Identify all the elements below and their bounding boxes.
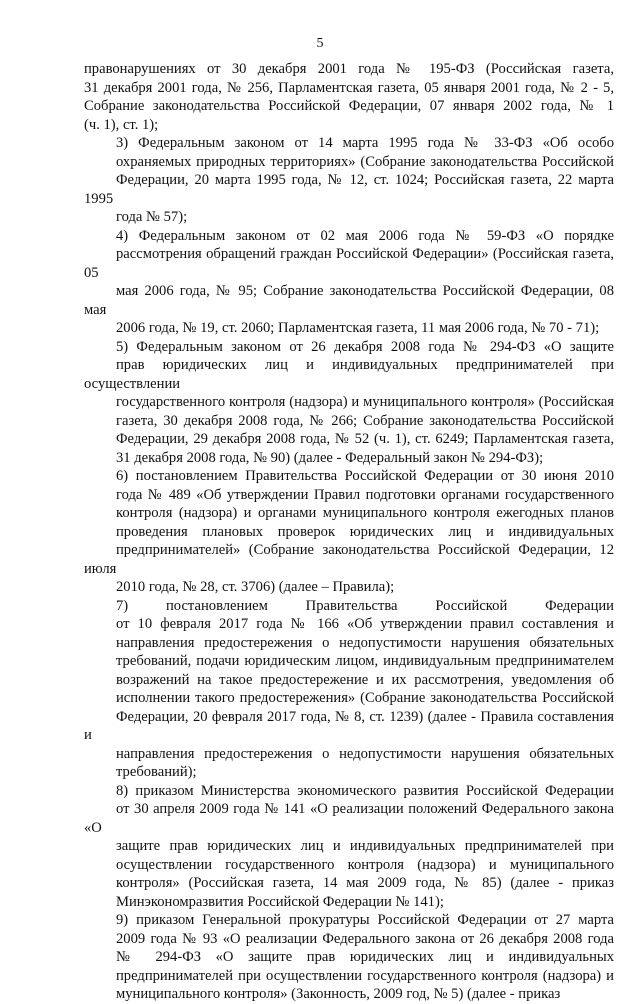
text-line: муниципального контроля» (Законность, 2009 год, № 5) (далее - приказ [116,986,561,1002]
text-line: Федерации, 29 декабря 2008 года, № 52 (ч. 1), ст. 6249; Парламентская газета, [116,431,614,447]
text-line: прав юридических лиц и индивидуальных предпринимателей при осуществлении [84,357,614,392]
text-line: требований, подачи юридическим лицом, индивидуальным предпринимателем [116,653,614,669]
text-line: Федерации, 20 марта 1995 года, № 12, ст. 1024; Российская газета, 22 марта 1995 [84,172,614,207]
text-line: 5) Федеральным законом от 26 декабря 2008 года № 294-ФЗ «О защите [116,338,614,355]
text-line: защите прав юридических лиц и индивидуальных предпринимателей при [116,838,614,854]
paragraph [84,338,614,468]
text-line: требований); [116,764,197,780]
text-line: Собрание законодательства Российской Федерации, 07 января 2002 года, № 1 [84,98,614,114]
text-line: рассмотрения обращений граждан Российской Федерации» (Российская газета, 05 [84,246,614,281]
text-line: правонарушениях от 30 декабря 2001 года № 195-ФЗ (Российская газета, [84,61,614,77]
text-line: 31 декабря 2008 года, № 90) (далее - Федеральный закон № 294-ФЗ); [116,449,544,466]
text-line: года № 57); [116,209,188,225]
text-line: № 294-ФЗ «О защите прав юридических лиц и индивидуальных [116,949,614,965]
text-line: 2010 года, № 28, ст. 3706) (далее – Правила); [116,579,395,595]
text-line: государственного контроля (надзора) и муниципального контроля» (Российская [116,394,614,410]
paragraph [84,134,614,227]
text-line: контроля (надзора) и органами муниципального контроля ежегодных планов [116,505,614,521]
paragraph [84,597,614,782]
text-line: направления предостережения о недопустимости нарушения обязательных [116,745,614,762]
text-line: от 30 апреля 2009 года № 141 «О реализации положений Федерального закона «О [84,801,614,836]
paragraph [84,911,614,1004]
paragraph [84,782,614,912]
paragraph [84,227,614,338]
text-line: предпринимателей при осуществлении государственного контроля (надзора) и [116,967,614,984]
text-line: возражений на такое предостережение и их рассмотрения, уведомления об [116,671,614,688]
text-line: года № 489 «Об утверждении Правил подготовки органами государственного [116,486,614,503]
text-line: осуществлении государственного контроля (надзора) и муниципального [116,856,614,873]
text-line: мая 2006 года, № 95; Собрание законодательства Российской Федерации, 08 мая [84,283,614,318]
text-line: 3) Федеральным законом от 14 марта 1995 года № 33-ФЗ «Об особо [116,135,614,151]
text-line: контроля» (Российская газета, 14 мая 2009 года, № 85) (далее - приказ [116,875,614,891]
text-line: 31 декабря 2001 года, № 256, Парламентская газета, 05 января 2001 года, № 2 - 5, [84,79,614,96]
text-line: 4) Федеральным законом от 02 мая 2006 года № 59-ФЗ «О порядке [116,227,614,244]
text-line: 8) приказом Министерства экономического развития Российской Федерации [116,782,614,799]
paragraph [84,467,614,597]
paragraph [84,60,614,134]
text-line: исполнении такого предостережения» (Собрание законодательства Российской [116,690,614,706]
text-line: (ч. 1), ст. 1); [84,116,159,133]
text-line: 7) постановлением Правительства Российской Федерации [116,597,614,614]
text-line: предпринимателей» (Собрание законодательства Российской Федерации, 12 июля [84,542,614,577]
page-number: 5 [316,36,324,51]
document-body [84,60,614,1004]
text-line: направления предостережения о недопустимости нарушения обязательных [116,634,614,651]
text-line: 2009 года № 93 «О реализации Федерального закона от 26 декабря 2008 года [116,930,614,947]
text-line: Федерации, 20 февраля 2017 года, № 8, ст. 1239) (далее - Правила составления и [84,708,614,743]
text-line: 2006 года, № 19, ст. 2060; Парламентская газета, 11 мая 2006 года, № 70 - 71); [116,320,600,336]
text-line: газета, 30 декабря 2008 года, № 266; Собрание законодательства Российской [116,412,614,429]
text-line: проведения плановых проверок юридических лиц и индивидуальных [116,523,614,540]
text-line: Минэкономразвития Российской Федерации № 141); [116,893,444,910]
text-line: 6) постановлением Правительства Российской Федерации от 30 июня 2010 [116,468,614,484]
text-line: 9) приказом Генеральной прокуратуры Российской Федерации от 27 марта [116,912,614,928]
text-line: от 10 февраля 2017 года № 166 «Об утверждении правил составления и [116,616,614,632]
text-line: охраняемых природных территориях» (Собрание законодательства Российской [116,153,614,170]
